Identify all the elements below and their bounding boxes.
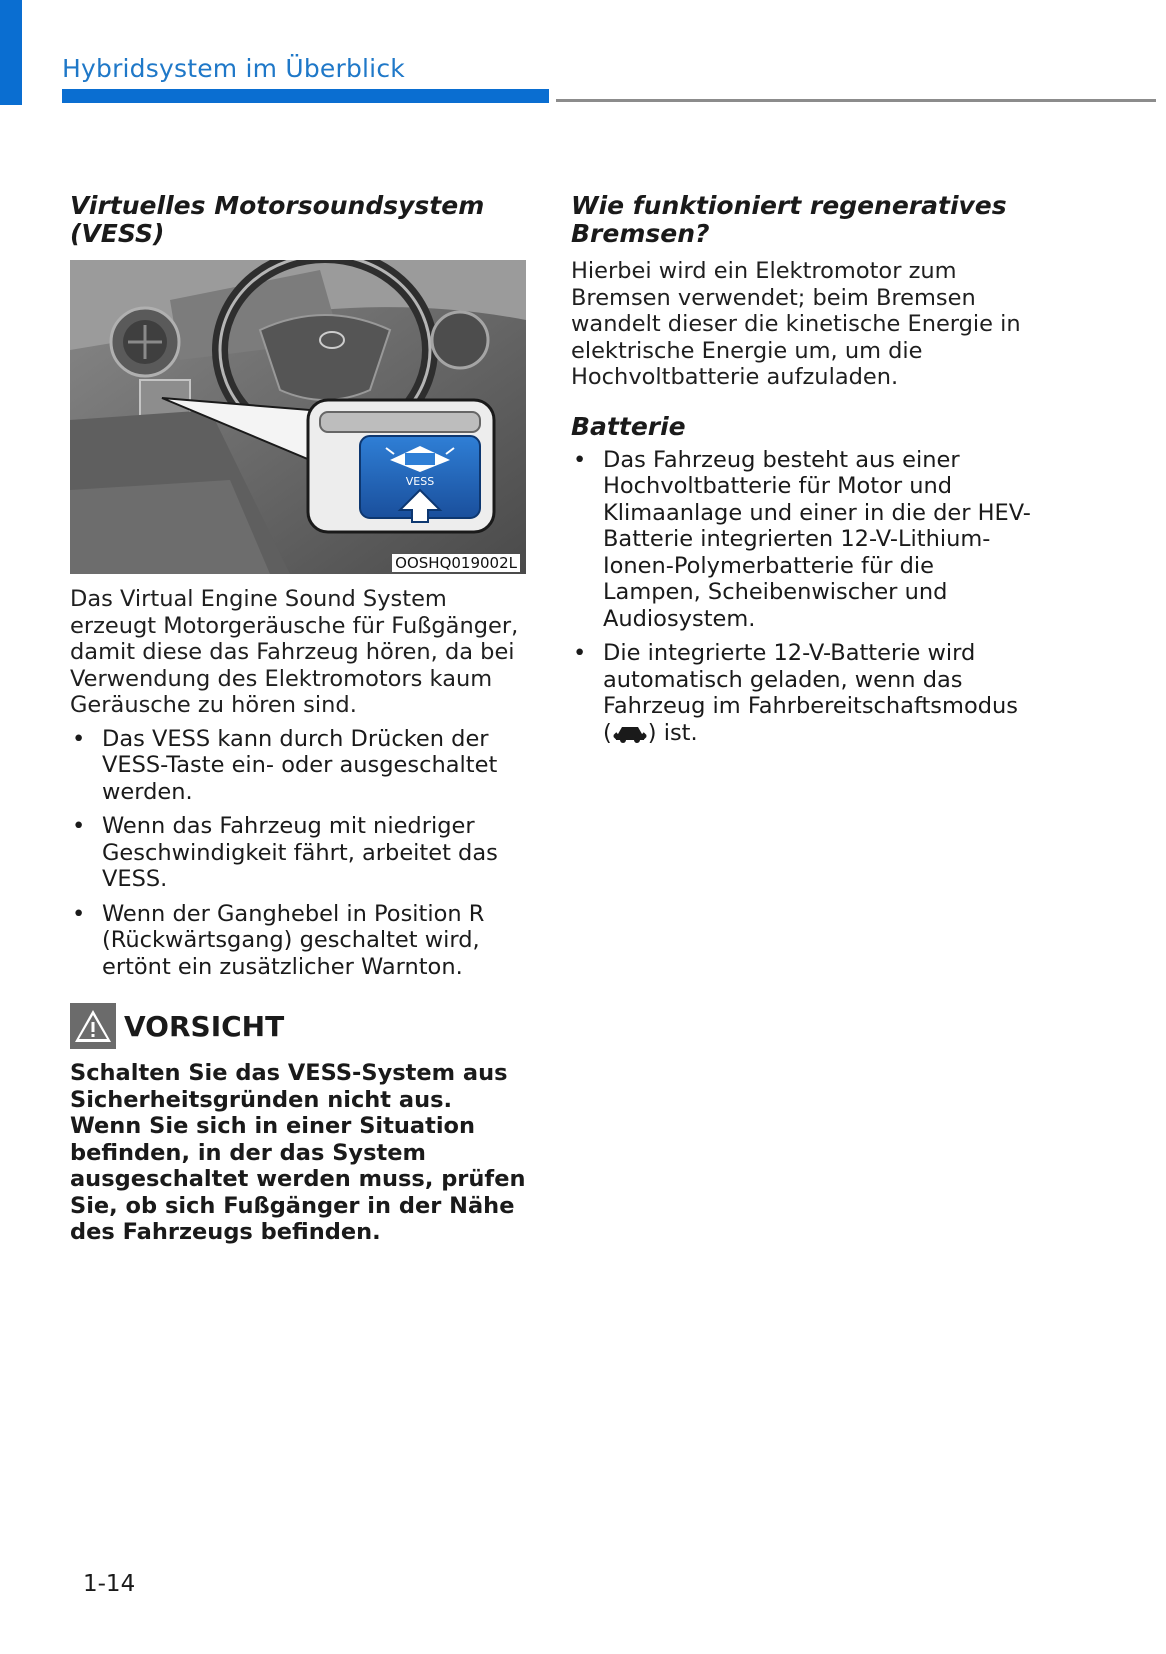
section-header: Hybridsystem im Überblick <box>62 54 405 83</box>
vess-button-label: VESS <box>405 475 435 488</box>
right-column <box>571 192 1031 754</box>
left-column <box>70 192 530 1246</box>
battery-heading: Batterie <box>571 411 686 441</box>
vess-figure <box>70 260 526 574</box>
vess-intro: Das Virtual Engine Sound System erzeugt Motorgeräusche für Fußgänger, damit diese das Fahrzeug hören, da bei Verwendung des Elektromotors kaum Geräusche zu hören sind. <box>70 586 519 718</box>
list-item: • Das Fahrzeug besteht aus einer Hochvoltbatterie für Motor und Klimaanlage und einer in die der HEV-Batterie integrierten 12-V-Lithium-Ionen-Polymerbatterie für die Lampen, Scheibenwischer und Audiosystem. <box>573 446 1031 632</box>
ready-mode-car-icon <box>612 722 648 744</box>
caution-text: Schalten Sie das VESS-System aus Sicherheitsgründen nicht aus. Wenn Sie sich in einer Situation befinden, in der das System ausgeschaltet werden muss, prüfen Sie, ob sich Fußgänger in der Nähe des Fahrzeugs befinden. <box>70 1060 526 1245</box>
list-item: • Das VESS kann durch Drücken der VESS-Taste ein- oder ausgeschaltet werden. <box>72 725 498 805</box>
caution-box <box>70 1002 530 1246</box>
header-rule-blue <box>62 89 549 103</box>
list-item: • Wenn das Fahrzeug mit niedriger Geschwindigkeit fährt, arbeitet das VESS. <box>72 813 498 892</box>
vess-bullet-list <box>70 726 530 981</box>
list-item: • Wenn der Ganghebel in Position R (Rückwärtsgang) geschaltet wird, ertönt ein zusätzlicher Warnton. <box>72 900 485 980</box>
vess-heading: Virtuelles Motorsoundsystem (VESS) <box>70 191 485 248</box>
header-rule-grey <box>556 99 1156 102</box>
edge-tab <box>0 0 22 105</box>
caution-title: VORSICHT <box>124 1009 285 1043</box>
regen-braking-heading: Wie funktioniert regeneratives Bremsen? <box>571 191 1007 248</box>
battery-bullet-list <box>571 447 1031 747</box>
list-item: • Die integrierte 12-V-Batterie wird automatisch geladen, wenn das Fahrzeug im Fahrbereitschaftsmodus ( ) ist. <box>573 640 1018 746</box>
page-number: 1-14 <box>83 1571 136 1597</box>
warning-triangle-icon <box>70 1003 116 1049</box>
dashboard-illustration <box>70 260 526 574</box>
figure-code: OOSHQ019002L <box>392 554 520 572</box>
regen-braking-text: Hierbei wird ein Elektromotor zum Bremsen verwendet; beim Bremsen wandelt dieser die kinetische Energie in elektrische Energie um, um die Hochvoltbatterie aufzuladen. <box>571 258 1021 390</box>
